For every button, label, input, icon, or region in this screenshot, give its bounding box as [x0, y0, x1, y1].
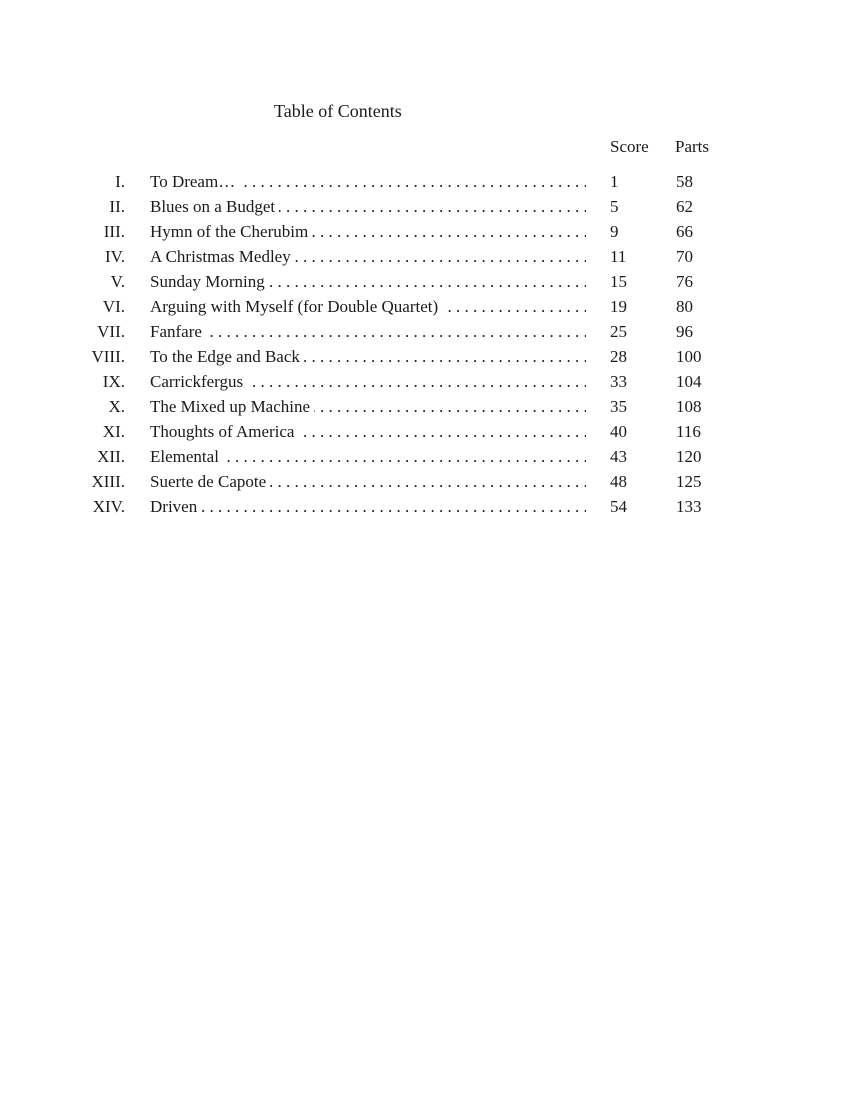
toc-entry-title: Thoughts of America [150, 422, 298, 441]
toc-entry-score-page: 48 [610, 472, 627, 491]
toc-entry-row [0, 271, 850, 296]
toc-entry-leader [150, 171, 586, 193]
toc-entry-score-page: 11 [610, 247, 627, 266]
parts-column-header: Parts [675, 137, 709, 156]
toc-entry-title: Blues on a Budget [150, 197, 279, 216]
toc-entry-numeral: XII. [97, 447, 125, 466]
toc-entry-score-page: 15 [610, 272, 627, 291]
toc-entry-parts-page: 108 [676, 397, 702, 416]
toc-entry-leader [150, 346, 586, 368]
toc-entry-leader [150, 246, 586, 268]
toc-entry-parts-page: 76 [676, 272, 693, 291]
toc-entry-row [0, 171, 850, 196]
toc-entry-row [0, 371, 850, 396]
page-title: Table of Contents [274, 101, 402, 121]
toc-entry-parts-page: 58 [676, 172, 693, 191]
toc-entry-numeral: III. [103, 222, 125, 241]
toc-entry-title: Carrickfergus [150, 372, 247, 391]
toc-entry-row [0, 421, 850, 446]
toc-entry-score-page: 35 [610, 397, 627, 416]
toc-entry-parts-page: 104 [676, 372, 702, 391]
toc-entry-parts-page: 125 [676, 472, 702, 491]
toc-entry-leader [150, 396, 586, 418]
toc-entry-score-page: 1 [610, 172, 619, 191]
toc-entry-leader [150, 221, 586, 243]
toc-entry-score-page: 33 [610, 372, 627, 391]
toc-entry-parts-page: 96 [676, 322, 693, 341]
toc-entry-parts-page: 80 [676, 297, 693, 316]
toc-entry-leader [150, 321, 586, 343]
toc-entry-leader [150, 296, 586, 318]
toc-entry-leader [150, 496, 586, 518]
toc-entry-leader [150, 371, 586, 393]
toc-entry-parts-page: 116 [676, 422, 701, 441]
toc-entry-numeral: IX. [102, 372, 125, 391]
toc-entry-row [0, 221, 850, 246]
toc-entry-title: To Dream… [150, 172, 239, 191]
toc-entry-leader [150, 446, 586, 468]
toc-entry-score-page: 28 [610, 347, 627, 366]
toc-entry-row [0, 296, 850, 321]
toc-entry-leader [150, 421, 586, 443]
toc-entry-title: The Mixed up Machine [150, 397, 314, 416]
toc-entry-numeral: XIII. [91, 472, 125, 491]
toc-entry-row [0, 471, 850, 496]
toc-entry-row [0, 446, 850, 471]
toc-entry-numeral: V. [110, 272, 125, 291]
toc-entry-numeral: II. [109, 197, 125, 216]
toc-entry-parts-page: 133 [676, 497, 702, 516]
toc-entry-numeral: XI. [102, 422, 125, 441]
toc-entry-title: Driven [150, 497, 201, 516]
toc-entry-score-page: 5 [610, 197, 619, 216]
toc-entry-parts-page: 120 [676, 447, 702, 466]
toc-entry-leader [150, 271, 586, 293]
toc-entry-row [0, 246, 850, 271]
toc-entry-row [0, 496, 850, 521]
toc-list [0, 171, 850, 521]
toc-entry-score-page: 25 [610, 322, 627, 341]
toc-entry-row [0, 321, 850, 346]
toc-entry-title: Arguing with Myself (for Double Quartet) [150, 297, 442, 316]
toc-entry-numeral: XIV. [92, 497, 125, 516]
toc-entry-row [0, 196, 850, 221]
toc-entry-title: To the Edge and Back [150, 347, 304, 366]
toc-entry-leader [150, 471, 586, 493]
toc-entry-score-page: 54 [610, 497, 627, 516]
toc-entry-parts-page: 70 [676, 247, 693, 266]
score-column-header: Score [610, 137, 649, 156]
toc-entry-title: Sunday Morning [150, 272, 269, 291]
toc-entry-title: Suerte de Capote [150, 472, 270, 491]
toc-entry-title: A Christmas Medley [150, 247, 295, 266]
toc-entry-parts-page: 100 [676, 347, 702, 366]
toc-entry-title: Elemental [150, 447, 223, 466]
toc-entry-score-page: 9 [610, 222, 619, 241]
toc-entry-numeral: I. [115, 172, 125, 191]
toc-entry-numeral: VI. [102, 297, 125, 316]
toc-entry-score-page: 19 [610, 297, 627, 316]
toc-entry-row [0, 346, 850, 371]
toc-entry-title: Fanfare [150, 322, 206, 341]
toc-entry-numeral: VII. [97, 322, 125, 341]
toc-entry-parts-page: 62 [676, 197, 693, 216]
toc-entry-title: Hymn of the Cherubim [150, 222, 312, 241]
toc-entry-score-page: 43 [610, 447, 627, 466]
toc-entry-parts-page: 66 [676, 222, 693, 241]
toc-entry-numeral: X. [108, 397, 125, 416]
toc-entry-leader [150, 196, 586, 218]
toc-entry-row [0, 396, 850, 421]
toc-entry-score-page: 40 [610, 422, 627, 441]
toc-entry-numeral: IV. [105, 247, 125, 266]
toc-entry-numeral: VIII. [91, 347, 125, 366]
